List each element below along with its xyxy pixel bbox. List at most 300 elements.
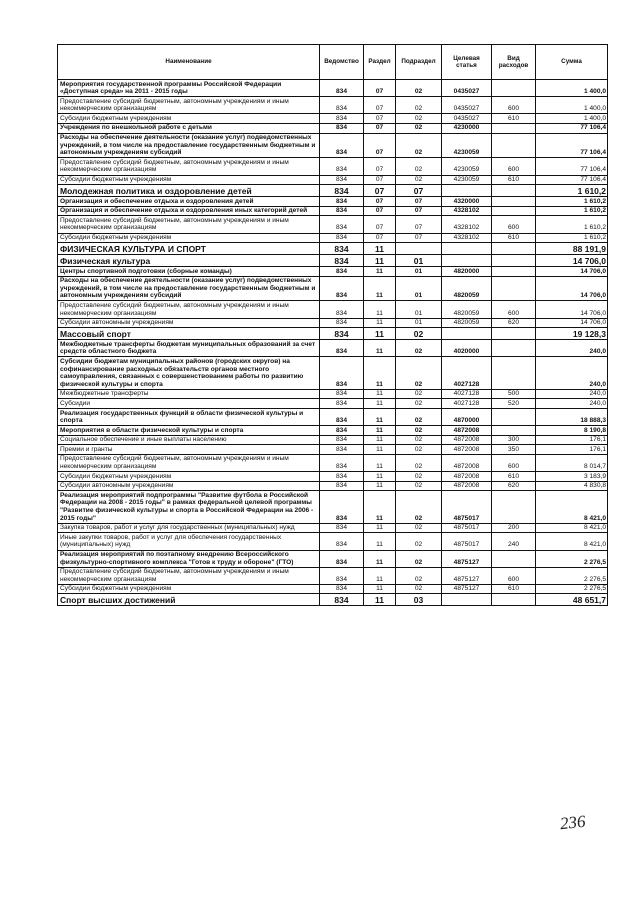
cell-statya [442,328,492,340]
cell-name: Мероприятия в области физической культуры и спорта [58,426,320,436]
table-row [58,114,608,124]
cell-ved: 834 [320,389,364,399]
cell-podrazdel: 02 [396,567,442,584]
cell-razdel: 07 [364,206,396,216]
cell-name: Организация и обеспечение отдыха и оздоровления иных категорий детей [58,206,320,216]
cell-name: Субсидии бюджетным учреждениям [58,114,320,124]
cell-statya: 4820059 [442,301,492,318]
cell-razdel: 11 [364,399,396,409]
cell-summa: 240,0 [536,389,608,399]
table-row [58,80,608,97]
cell-ved: 834 [320,584,364,594]
cell-razdel: 07 [364,97,396,114]
cell-podrazdel: 02 [396,409,442,426]
cell-ved: 834 [320,435,364,445]
cell-ved: 834 [320,472,364,482]
cell-razdel: 07 [364,233,396,243]
cell-summa: 77 106,4 [536,133,608,158]
cell-podrazdel: 02 [396,357,442,389]
cell-vid: 600 [492,567,536,584]
cell-statya: 4027128 [442,389,492,399]
cell-summa: 19 128,3 [536,328,608,340]
cell-summa: 240,0 [536,357,608,389]
cell-podrazdel: 07 [396,216,442,233]
cell-summa: 14 706,0 [536,301,608,318]
cell-summa: 1 610,2 [536,216,608,233]
table-row [58,267,608,277]
cell-ved: 834 [320,533,364,550]
table-row [58,301,608,318]
table-row [58,567,608,584]
cell-summa: 3 183,9 [536,472,608,482]
cell-ved: 834 [320,340,364,357]
header-podrazdel: Подраздел [396,45,442,80]
cell-ved: 834 [320,481,364,491]
cell-razdel: 11 [364,426,396,436]
cell-podrazdel: 02 [396,340,442,357]
cell-podrazdel: 02 [396,426,442,436]
cell-ved: 834 [320,158,364,175]
cell-vid [492,409,536,426]
cell-razdel: 11 [364,357,396,389]
cell-vid [492,133,536,158]
cell-razdel: 11 [364,340,396,357]
cell-razdel: 11 [364,389,396,399]
cell-ved: 834 [320,318,364,328]
cell-name: Центры спортивной подготовки (сборные команды) [58,267,320,277]
cell-name: Премии и гранты [58,445,320,455]
cell-podrazdel: 02 [396,533,442,550]
cell-vid [492,243,536,255]
cell-vid: 350 [492,445,536,455]
cell-statya: 0435027 [442,97,492,114]
cell-statya: 4872008 [442,481,492,491]
cell-podrazdel: 02 [396,550,442,567]
cell-ved: 834 [320,123,364,133]
cell-statya: 4230059 [442,158,492,175]
cell-podrazdel: 01 [396,267,442,277]
cell-name: Предоставление субсидий бюджетным, автономным учреждениям и иным некоммерческим организациям [58,216,320,233]
cell-vid: 610 [492,175,536,185]
cell-summa: 240,0 [536,399,608,409]
cell-summa: 8 190,8 [536,426,608,436]
cell-vid [492,197,536,207]
table-row [58,206,608,216]
cell-vid: 610 [492,472,536,482]
cell-vid [492,267,536,277]
cell-podrazdel: 02 [396,491,442,523]
cell-ved: 834 [320,328,364,340]
cell-summa: 77 106,4 [536,175,608,185]
cell-statya: 4230059 [442,175,492,185]
cell-statya: 4875017 [442,523,492,533]
table-row [58,472,608,482]
cell-razdel: 11 [364,550,396,567]
header-vid: Вид расходов [492,45,536,80]
cell-razdel: 07 [364,114,396,124]
cell-vid: 610 [492,114,536,124]
cell-podrazdel: 02 [396,523,442,533]
table-row [58,97,608,114]
table-row [58,445,608,455]
cell-podrazdel: 02 [396,584,442,594]
cell-name: Субсидии бюджетным учреждениям [58,472,320,482]
cell-podrazdel: 01 [396,301,442,318]
cell-razdel: 07 [364,175,396,185]
cell-name: Спорт высших достижений [58,594,320,606]
cell-name: Предоставление субсидий бюджетным, автономным учреждениям и иным некоммерческим организациям [58,567,320,584]
cell-statya: 4027128 [442,399,492,409]
cell-vid: 600 [492,454,536,471]
cell-name: Иные закупки товаров, работ и услуг для обеспечения государственных (муниципальных) нужд [58,533,320,550]
cell-vid [492,491,536,523]
cell-statya: 4870000 [442,409,492,426]
cell-summa: 77 106,4 [536,123,608,133]
header-summa: Сумма [536,45,608,80]
cell-name: Субсидии автономным учреждениям [58,481,320,491]
cell-summa: 14 706,0 [536,255,608,267]
table-row [58,435,608,445]
cell-podrazdel: 02 [396,328,442,340]
cell-statya: 4872008 [442,472,492,482]
cell-summa: 176,1 [536,435,608,445]
cell-ved: 834 [320,175,364,185]
cell-statya: 4020000 [442,340,492,357]
cell-podrazdel: 02 [396,389,442,399]
cell-name: Физическая культура [58,255,320,267]
cell-name: Субсидии автономным учреждениям [58,318,320,328]
cell-razdel: 07 [364,133,396,158]
cell-statya [442,255,492,267]
table-row [58,426,608,436]
cell-name: Субсидии бюджетным учреждениям [58,233,320,243]
cell-summa: 8 014,7 [536,454,608,471]
cell-statya [442,185,492,197]
cell-summa: 14 706,0 [536,267,608,277]
header-statya: Целевая статья [442,45,492,80]
cell-ved: 834 [320,301,364,318]
cell-summa: 48 651,7 [536,594,608,606]
table-row [58,133,608,158]
cell-razdel: 11 [364,318,396,328]
cell-statya: 4320000 [442,197,492,207]
cell-razdel: 07 [364,185,396,197]
cell-summa: 8 421,0 [536,533,608,550]
header-name: Наименование [58,45,320,80]
cell-podrazdel: 02 [396,175,442,185]
cell-name: Предоставление субсидий бюджетным, автономным учреждениям и иным некоммерческим организациям [58,454,320,471]
cell-ved: 834 [320,454,364,471]
cell-podrazdel: 02 [396,481,442,491]
cell-razdel: 07 [364,216,396,233]
cell-vid [492,426,536,436]
cell-ved: 834 [320,491,364,523]
cell-razdel: 11 [364,491,396,523]
cell-podrazdel: 01 [396,318,442,328]
cell-summa: 2 276,5 [536,567,608,584]
cell-name: Субсидии бюджетам муниципальных районов (городских округов) на софинансирование расходных обязательств органов местного самоуправления, связанных с совершенствованием работы по развитию физической культуры и спорта [58,357,320,389]
cell-podrazdel: 02 [396,472,442,482]
table-row [58,533,608,550]
cell-vid: 600 [492,97,536,114]
cell-vid [492,550,536,567]
cell-podrazdel: 02 [396,158,442,175]
cell-podrazdel: 02 [396,97,442,114]
cell-name: Мероприятия государственной программы Российской Федерации «Доступная среда» на 2011 - 2015 годы [58,80,320,97]
cell-ved: 834 [320,523,364,533]
cell-vid [492,594,536,606]
cell-razdel: 11 [364,301,396,318]
cell-podrazdel: 02 [396,399,442,409]
cell-podrazdel: 02 [396,435,442,445]
table-row [58,594,608,606]
cell-name: Субсидии бюджетным учреждениям [58,584,320,594]
cell-ved: 834 [320,567,364,584]
cell-podrazdel: 03 [396,594,442,606]
cell-vid [492,340,536,357]
cell-razdel: 11 [364,481,396,491]
cell-ved: 834 [320,185,364,197]
cell-statya: 4230059 [442,133,492,158]
cell-name: Реализация мероприятий подпрограммы "Развитие футбола в Российской Федерации на 2008 - 2015 годы" в рамках федеральной целевой программы "Развитие физической культуры и спорта в Российской Федерации на 2006 - 2015 годы" [58,491,320,523]
table-row [58,481,608,491]
cell-summa: 88 191,9 [536,243,608,255]
cell-ved: 834 [320,97,364,114]
header-razdel: Раздел [364,45,396,80]
cell-ved: 834 [320,216,364,233]
cell-razdel: 07 [364,123,396,133]
table-row [58,584,608,594]
table-row [58,216,608,233]
cell-name: Предоставление субсидий бюджетным, автономным учреждениям и иным некоммерческим организациям [58,158,320,175]
cell-name: Межбюджетные трансферты [58,389,320,399]
cell-razdel: 11 [364,567,396,584]
table-row [58,328,608,340]
cell-ved: 834 [320,267,364,277]
cell-vid [492,80,536,97]
cell-vid [492,328,536,340]
cell-razdel: 11 [364,533,396,550]
cell-podrazdel: 01 [396,276,442,301]
header-ved: Ведомство [320,45,364,80]
cell-ved: 834 [320,357,364,389]
cell-name: Расходы на обеспечение деятельности (оказание услуг) подведомственных учреждений, в том числе на предоставление государственным бюджетным и автономным учреждениям субсидий [58,276,320,301]
cell-ved: 834 [320,114,364,124]
cell-razdel: 11 [364,328,396,340]
cell-name: Субсидии бюджетным учреждениям [58,175,320,185]
cell-name: Социальное обеспечение и иные выплаты населению [58,435,320,445]
cell-ved: 834 [320,233,364,243]
cell-summa: 4 830,8 [536,481,608,491]
cell-summa: 1 400,0 [536,80,608,97]
table-row [58,523,608,533]
cell-statya: 4328102 [442,206,492,216]
cell-statya [442,594,492,606]
cell-vid [492,185,536,197]
cell-vid [492,206,536,216]
cell-vid: 620 [492,318,536,328]
cell-summa: 1 400,0 [536,97,608,114]
cell-name: Молодежная политика и оздоровление детей [58,185,320,197]
cell-podrazdel: 07 [396,185,442,197]
cell-statya: 4328102 [442,216,492,233]
table-row [58,276,608,301]
cell-razdel: 11 [364,267,396,277]
table-row [58,550,608,567]
cell-razdel: 11 [364,255,396,267]
cell-summa: 1 610,2 [536,197,608,207]
cell-name: Расходы на обеспечение деятельности (оказание услуг) подведомственных учреждений, в том числе на предоставление государственным бюджетным и автономным учреждениям субсидий [58,133,320,158]
cell-ved: 834 [320,399,364,409]
cell-statya: 4820059 [442,318,492,328]
cell-summa: 2 276,5 [536,584,608,594]
cell-vid: 600 [492,301,536,318]
cell-summa: 77 106,4 [536,158,608,175]
cell-summa: 1 400,0 [536,114,608,124]
table-row [58,409,608,426]
cell-ved: 834 [320,276,364,301]
cell-ved: 834 [320,255,364,267]
table-row [58,158,608,175]
cell-razdel: 11 [364,445,396,455]
cell-statya: 4872008 [442,454,492,471]
cell-name: Реализация мероприятий по поэтапному внедрению Всероссийского физкультурно-спортивного комплекса "Готов к труду и обороне" (ГТО) [58,550,320,567]
cell-vid: 600 [492,158,536,175]
cell-razdel: 11 [364,454,396,471]
table-row [58,243,608,255]
cell-name: Закупка товаров, работ и услуг для государственных (муниципальных) нужд [58,523,320,533]
table-row [58,399,608,409]
cell-summa: 1 610,2 [536,233,608,243]
cell-statya: 4872008 [442,426,492,436]
cell-summa: 1 610,2 [536,206,608,216]
cell-statya: 4872008 [442,445,492,455]
cell-name: Массовый спорт [58,328,320,340]
cell-vid: 520 [492,399,536,409]
cell-vid: 610 [492,584,536,594]
cell-podrazdel: 02 [396,454,442,471]
table-row [58,340,608,357]
cell-podrazdel: 07 [396,206,442,216]
cell-razdel: 07 [364,158,396,175]
cell-name: Предоставление субсидий бюджетным, автономным учреждениям и иным некоммерческим организациям [58,301,320,318]
cell-statya: 4230000 [442,123,492,133]
cell-razdel: 11 [364,276,396,301]
cell-summa: 18 888,3 [536,409,608,426]
table-row [58,255,608,267]
cell-vid: 240 [492,533,536,550]
cell-statya: 4875127 [442,567,492,584]
table-row [58,175,608,185]
table-row [58,491,608,523]
table-row [58,123,608,133]
cell-ved: 834 [320,206,364,216]
cell-razdel: 11 [364,409,396,426]
cell-podrazdel: 02 [396,80,442,97]
cell-podrazdel: 02 [396,445,442,455]
cell-ved: 834 [320,197,364,207]
table-header-row [58,45,608,80]
cell-summa: 14 706,0 [536,318,608,328]
cell-razdel: 11 [364,523,396,533]
cell-vid: 620 [492,481,536,491]
table-row [58,318,608,328]
cell-razdel: 11 [364,472,396,482]
cell-vid: 500 [492,389,536,399]
cell-summa: 176,1 [536,445,608,455]
cell-razdel: 11 [364,435,396,445]
cell-statya: 4328102 [442,233,492,243]
cell-razdel: 11 [364,584,396,594]
cell-razdel: 11 [364,243,396,255]
cell-statya: 4875127 [442,550,492,567]
cell-ved: 834 [320,80,364,97]
cell-summa: 8 421,0 [536,523,608,533]
cell-podrazdel: 01 [396,255,442,267]
cell-statya: 4820000 [442,267,492,277]
table-row [58,454,608,471]
cell-vid [492,357,536,389]
cell-ved: 834 [320,594,364,606]
cell-ved: 834 [320,243,364,255]
cell-name: Межбюджетные трансферты бюджетам муниципальных образований за счет средств областного бюджета [58,340,320,357]
cell-statya: 0435027 [442,114,492,124]
cell-ved: 834 [320,426,364,436]
budget-document [57,44,607,606]
cell-vid: 300 [492,435,536,445]
cell-vid: 600 [492,216,536,233]
table-row [58,197,608,207]
table-row [58,389,608,399]
cell-ved: 834 [320,445,364,455]
cell-statya: 4875017 [442,533,492,550]
cell-name: Организация и обеспечение отдыха и оздоровления детей [58,197,320,207]
cell-statya: 4875127 [442,584,492,594]
cell-podrazdel: 02 [396,123,442,133]
cell-name: Реализация государственных функций в области физической культуры и спорта [58,409,320,426]
table-row [58,185,608,197]
cell-summa: 14 706,0 [536,276,608,301]
table-row [58,233,608,243]
cell-vid [492,276,536,301]
cell-name: Предоставление субсидий бюджетным, автономным учреждениям и иным некоммерческим организациям [58,97,320,114]
cell-vid: 200 [492,523,536,533]
cell-ved: 834 [320,550,364,567]
cell-summa: 8 421,0 [536,491,608,523]
cell-statya: 4027128 [442,357,492,389]
cell-name: Субсидии [58,399,320,409]
cell-vid: 610 [492,233,536,243]
cell-razdel: 07 [364,197,396,207]
cell-statya: 4820059 [442,276,492,301]
cell-ved: 834 [320,409,364,426]
cell-podrazdel: 07 [396,233,442,243]
table-row [58,357,608,389]
cell-statya: 4875017 [442,491,492,523]
cell-podrazdel: 02 [396,114,442,124]
cell-statya: 4872008 [442,435,492,445]
cell-name: ФИЗИЧЕСКАЯ КУЛЬТУРА И СПОРТ [58,243,320,255]
page-number: 236 [559,811,587,834]
cell-podrazdel: 07 [396,197,442,207]
cell-statya [442,243,492,255]
cell-vid [492,123,536,133]
cell-ved: 834 [320,133,364,158]
cell-razdel: 11 [364,594,396,606]
cell-razdel: 07 [364,80,396,97]
cell-podrazdel: 02 [396,133,442,158]
budget-table [57,44,608,606]
